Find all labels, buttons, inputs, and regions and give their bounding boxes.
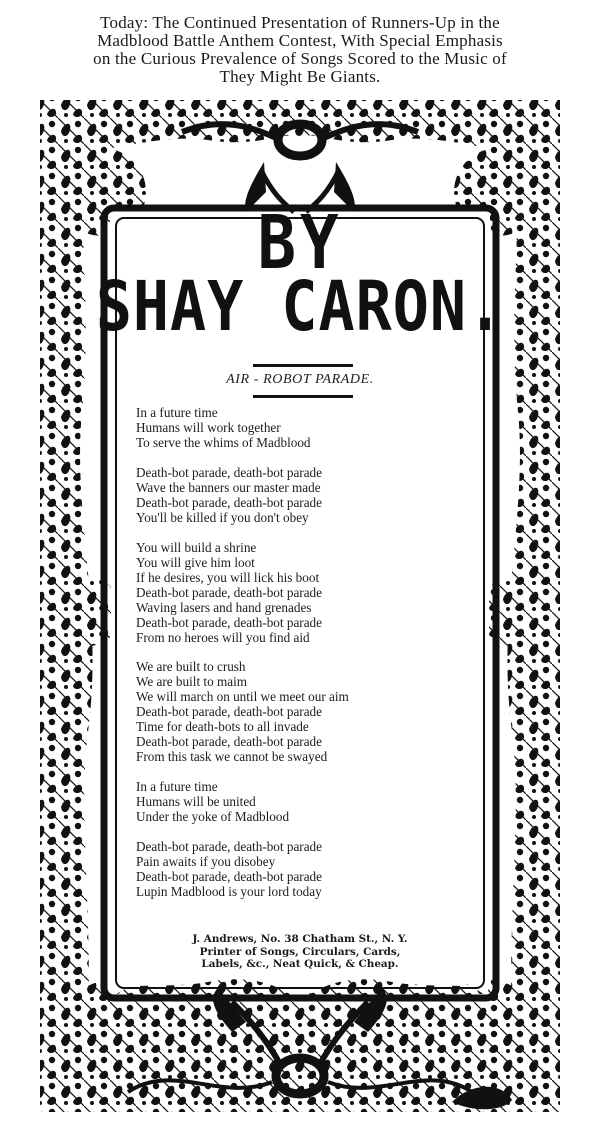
stanza <box>136 839 466 899</box>
lyric-line: We will march on until we meet our aim <box>136 689 349 705</box>
caption-line: Today: The Continued Presentation of Runners-Up in the <box>100 13 500 32</box>
lyric-line: From this task we cannot be swayed <box>136 749 328 765</box>
page-caption <box>10 14 590 86</box>
lyric-line: To serve the whims of Madblood <box>136 435 311 450</box>
lyric-line: In a future time <box>136 405 218 420</box>
lyric-line: Waving lasers and hand grenades <box>136 599 312 615</box>
lyric-line: We are built to crush <box>136 659 246 675</box>
stanza <box>136 540 466 645</box>
printer-imprint <box>150 933 450 971</box>
tune-label: AIR - ROBOT PARADE. <box>226 372 374 387</box>
lyric-line: Wave the banners our master made <box>136 479 321 495</box>
lyric-line: Death-bot parade, death-bot parade <box>136 464 322 480</box>
caption-line: Madblood Battle Anthem Contest, With Special Emphasis <box>97 31 503 50</box>
title-by: BY <box>257 201 343 287</box>
imprint-line: Labels, &c., Neat Quick, & Cheap. <box>201 958 399 970</box>
lyric-line: Death-bot parade, death-bot parade <box>136 614 322 630</box>
lyric-line: Humans will be united <box>136 794 256 810</box>
lyric-line: Death-bot parade, death-bot parade <box>136 734 322 750</box>
lyric-line: Death-bot parade, death-bot parade <box>136 584 322 600</box>
lyric-line: Death-bot parade, death-bot parade <box>136 494 322 510</box>
stanza <box>136 779 466 824</box>
lyric-line: We are built to maim <box>136 674 247 690</box>
lyric-line: Death-bot parade, death-bot parade <box>136 838 322 854</box>
stanza <box>136 659 466 764</box>
lyric-line: Death-bot parade, death-bot parade <box>136 704 322 720</box>
lyric-line: You'll be killed if you don't obey <box>136 509 309 525</box>
lyric-line: If he desires, you will lick his boot <box>136 569 320 585</box>
caption-line: They Might Be Giants. <box>219 67 381 86</box>
divider-top <box>253 364 353 367</box>
lyric-line: Death-bot parade, death-bot parade <box>136 868 322 884</box>
lyric-line: Humans will work together <box>136 420 281 435</box>
song-lyrics <box>136 405 466 914</box>
imprint-line: J. Andrews, No. 38 Chatham St., N. Y. <box>192 933 408 945</box>
lyric-line: Lupin Madblood is your lord today <box>136 883 322 899</box>
lyric-line: From no heroes will you find aid <box>136 629 310 645</box>
imprint-line: Printer of Songs, Circulars, Cards, <box>199 945 401 958</box>
lyric-line: You will build a shrine <box>136 539 257 555</box>
lyric-line: In a future time <box>136 779 218 795</box>
stanza <box>136 465 466 525</box>
stanza <box>136 405 466 450</box>
caption-line: on the Curious Prevalence of Songs Scored to the Music of <box>93 49 507 68</box>
lyric-line: Time for death-bots to all invade <box>136 719 309 735</box>
divider-bottom <box>253 395 353 398</box>
lyric-line: Pain awaits if you disobey <box>136 853 276 869</box>
lyric-line: You will give him loot <box>136 554 255 570</box>
title-author: SHAY CARON. <box>95 266 505 348</box>
lyric-line: Under the yoke of Madblood <box>136 809 290 825</box>
